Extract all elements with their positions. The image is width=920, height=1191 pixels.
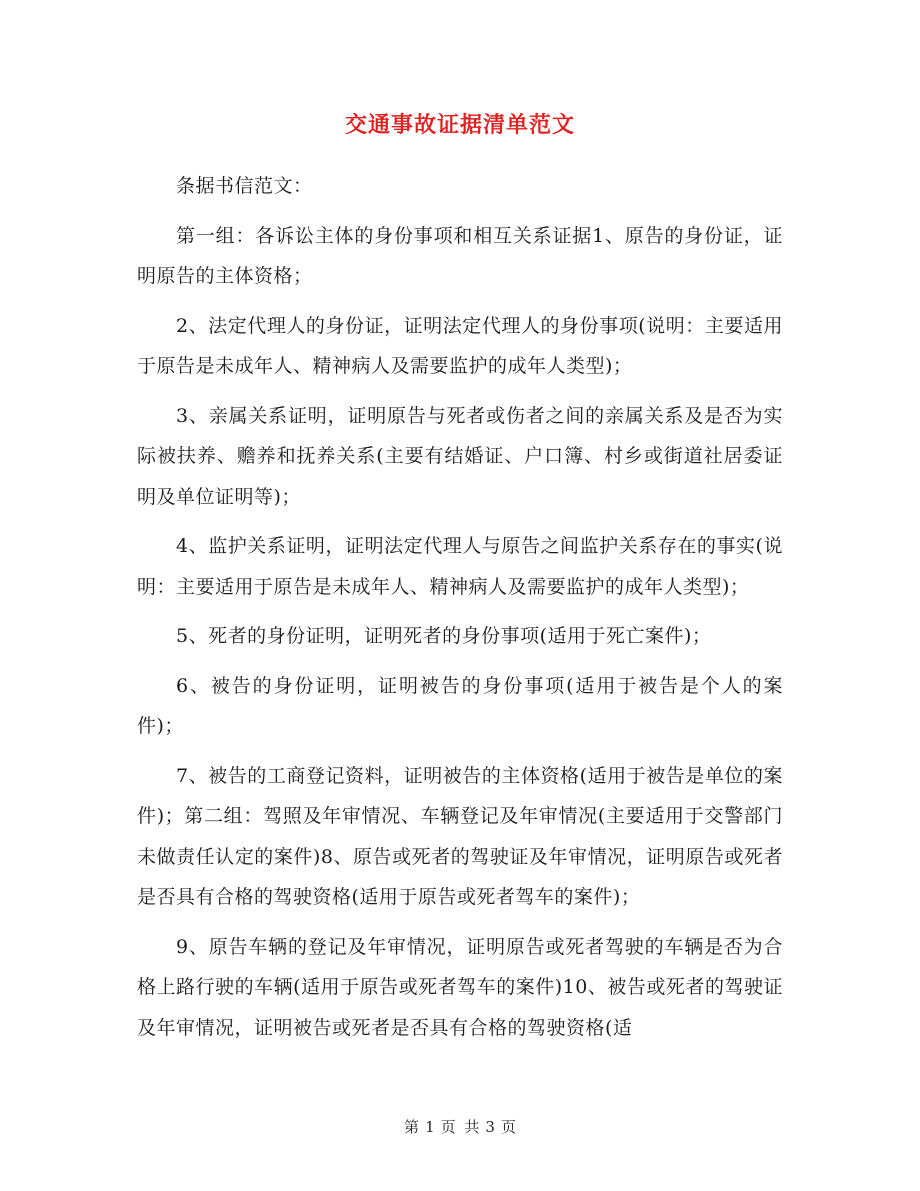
paragraph-group-1: 第一组：各诉讼主体的身份事项和相互关系证据1、原告的身份证，证明原告的主体资格；	[137, 224, 783, 287]
paragraph-item-5: 5、死者的身份证明，证明死者的身份事项(适用于死亡案件)；	[176, 625, 712, 647]
paragraph-item-2: 2、法定代理人的身份证，证明法定代理人的身份事项(说明：主要适用于原告是未成年人、精神病人及需要监护的成年人类型)；	[137, 314, 783, 377]
paragraph-item-7: 7、被告的工商登记资料，证明被告的主体资格(适用于被告是单位的案件)；第二组：驾照及年审情况、车辆登记及年审情况(主要适用于交警部门未做责任认定的案件)8、原告或死者的驾驶证及年审情况，证明原告或死者是否具有合格的驾驶资格(适用于原告或死者驾车的案件)；	[137, 764, 783, 908]
document-body	[137, 166, 783, 1057]
footer-page-number: 1	[425, 1118, 435, 1136]
page-footer	[0, 1116, 920, 1137]
footer-middle: 页 共	[440, 1118, 480, 1136]
footer-total-pages: 3	[485, 1118, 495, 1136]
paragraph-item-6: 6、被告的身份证明，证明被告的身份事项(适用于被告是个人的案件)；	[137, 674, 783, 737]
paragraph-item-9: 9、原告车辆的登记及年审情况，证明原告或死者驾驶的车辆是否为合格上路行驶的车辆(适用于原告或死者驾车的案件)10、被告或死者的驾驶证及年审情况，证明被告或死者是否具有合格的驾驶资格(适	[137, 935, 783, 1039]
paragraph-intro: 条据书信范文：	[176, 175, 313, 197]
document-title: 交通事故证据清单范文	[344, 112, 575, 138]
paragraph-item-4: 4、监护关系证明，证明法定代理人与原告之间监护关系存在的事实(说明：主要适用于原告是未成年人、精神病人及需要监护的成年人类型)；	[137, 535, 783, 598]
paragraph-item-3: 3、亲属关系证明，证明原告与死者或伤者之间的亲属关系及是否为实际被扶养、赡养和抚养关系(主要有结婚证、户口簿、村乡或街道社居委证明及单位证明等)；	[137, 404, 783, 508]
footer-suffix: 页	[500, 1118, 516, 1136]
footer-prefix: 第	[404, 1118, 420, 1136]
